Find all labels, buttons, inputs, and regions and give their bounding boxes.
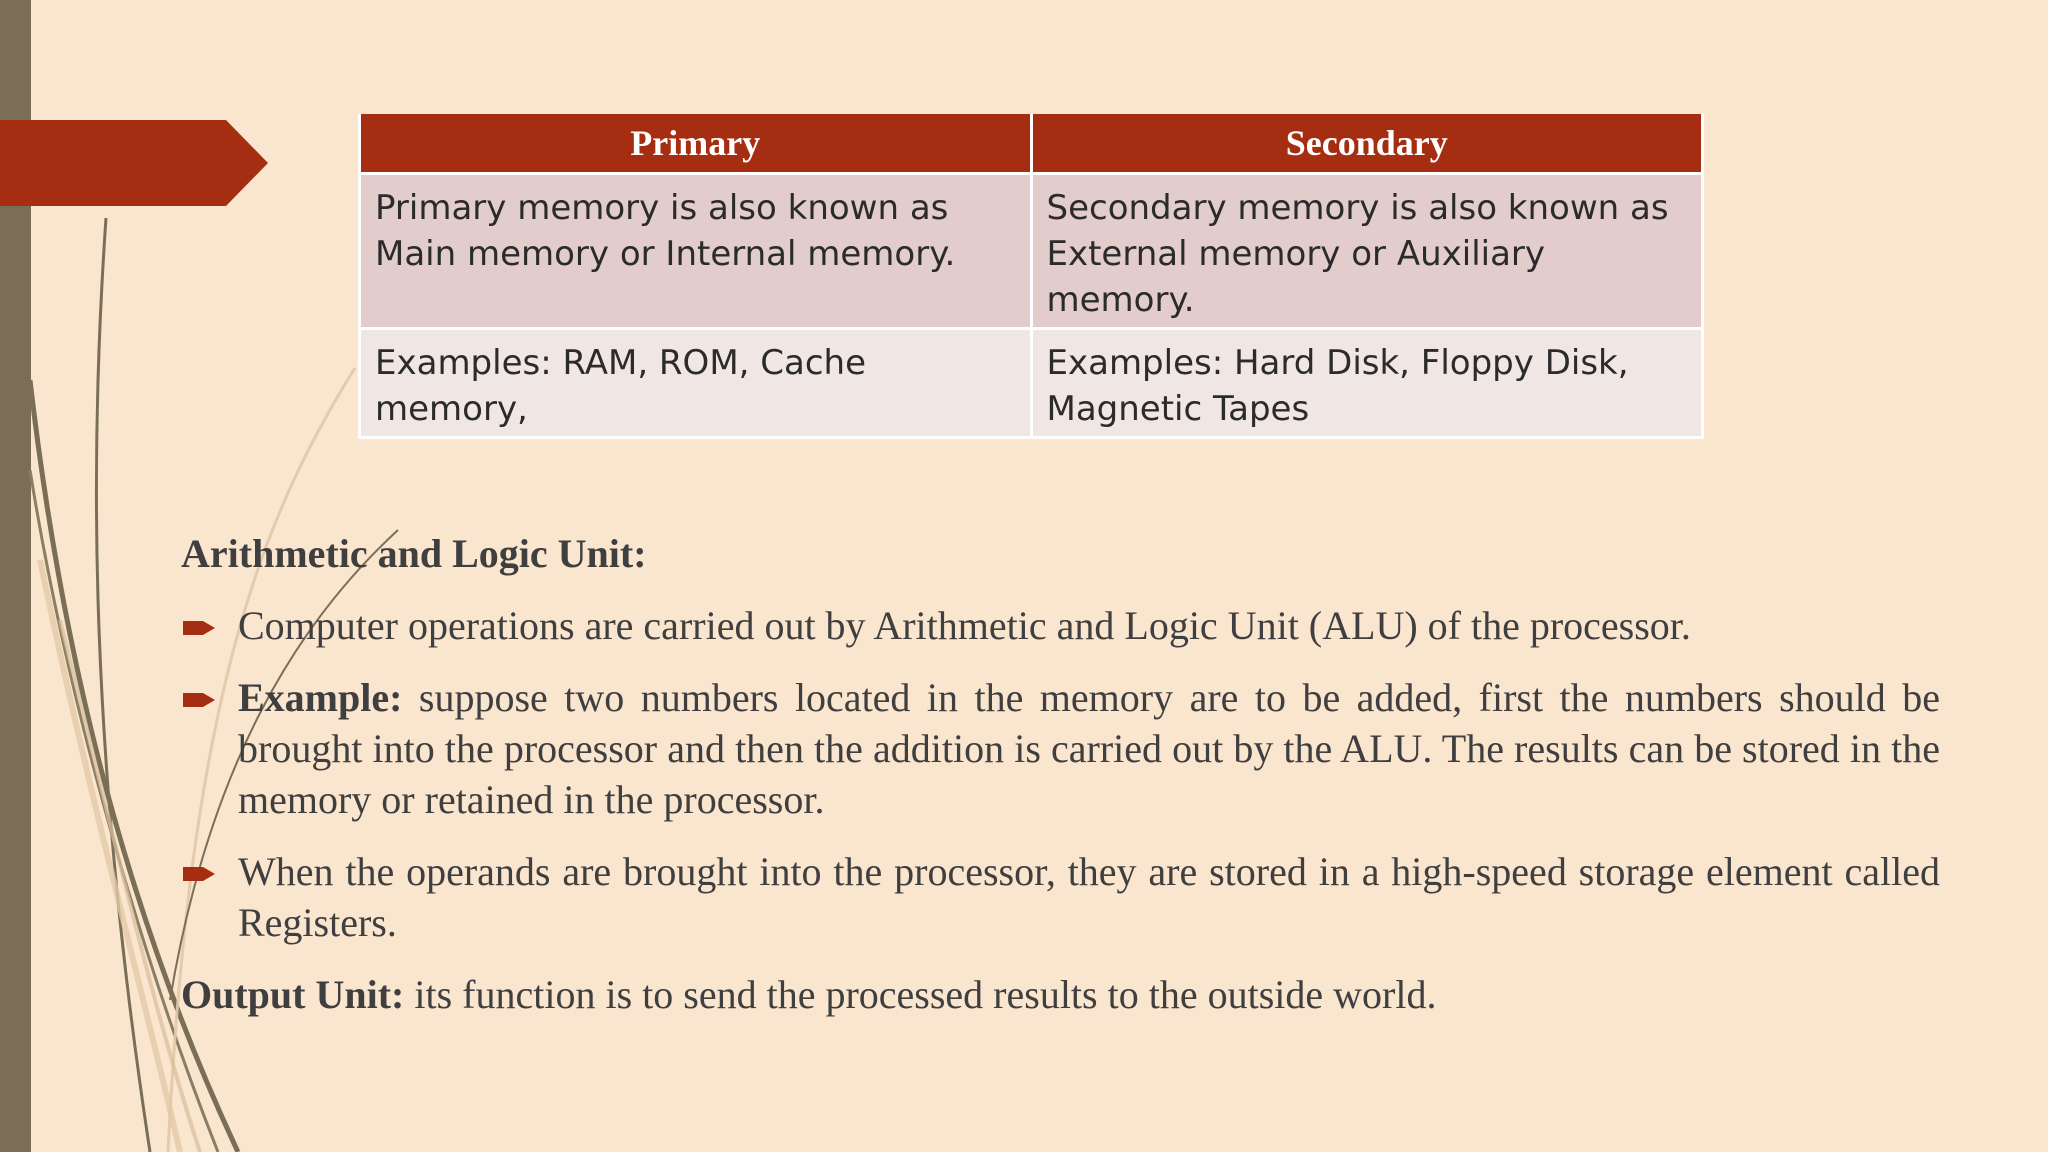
bullet-lead: Example: — [238, 675, 403, 720]
title-pennant-shape — [0, 120, 268, 206]
arrow-bullet-icon — [183, 865, 215, 883]
slide-body — [181, 528, 1940, 1020]
alu-heading: Arithmetic and Logic Unit: — [181, 531, 647, 576]
list-item — [181, 600, 1940, 651]
arrow-bullet-icon — [183, 691, 215, 709]
bullet-text: Computer operations are carried out by Arithmetic and Logic Unit (ALU) of the processor. — [238, 603, 1691, 648]
table-cell: Examples: RAM, ROM, Cache memory, — [360, 329, 1032, 438]
table-cell: Examples: Hard Disk, Floppy Disk, Magnetic Tapes — [1031, 329, 1703, 438]
output-unit-lead: Output Unit: — [181, 972, 405, 1017]
table-row — [360, 174, 1703, 329]
output-unit-line — [181, 969, 1940, 1020]
table-header-secondary: Secondary — [1031, 114, 1703, 174]
table-cell: Secondary memory is also known as External memory or Auxiliary memory. — [1031, 174, 1703, 329]
list-item — [181, 672, 1940, 825]
list-item — [181, 846, 1940, 948]
memory-comparison-table — [358, 114, 1704, 439]
bullet-text: suppose two numbers located in the memory are to be added, first the numbers should be brought into the processor and then the addition is carried out by the ALU. The results can be stored in the memory or retained in the processor. — [238, 675, 1940, 822]
bullet-text: When the operands are brought into the processor, they are stored in a high-speed storage element called Registers. — [238, 849, 1940, 945]
table-cell: Primary memory is also known as Main memory or Internal memory. — [360, 174, 1032, 329]
table-row — [360, 329, 1703, 438]
alu-bullet-list — [181, 600, 1940, 948]
table-header-row — [360, 114, 1703, 174]
output-unit-text: its function is to send the processed results to the outside world. — [404, 972, 1437, 1017]
arrow-bullet-icon — [183, 619, 215, 637]
table-header-primary: Primary — [360, 114, 1032, 174]
